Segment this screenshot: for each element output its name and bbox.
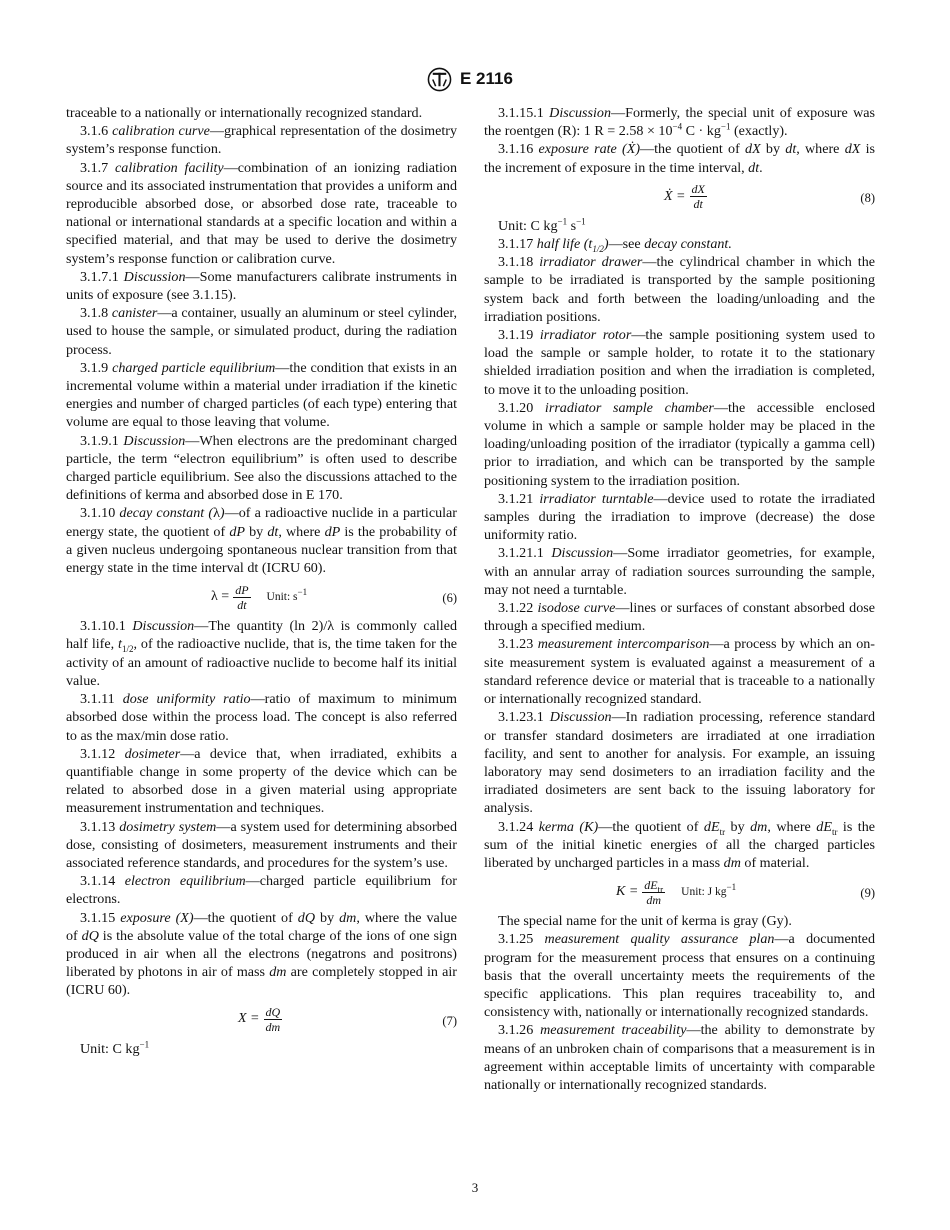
definition-3-1-9: 3.1.9 charged particle equilibrium—the condition that exists in an incremental volume within a material under irradiation if the kinetic energies and number of charged particles (of each type) entering that volume are equal to those leaving that volume. (66, 359, 457, 431)
definition-3-1-21: 3.1.21 irradiator turntable—device used to rotate the irradiated samples during the irradiation to improve (decrease) the dose uniformity ratio. (484, 490, 875, 544)
discussion-3-1-7-1: 3.1.7.1 Discussion—Some manufacturers calibrate instruments in units of exposure (see 3.1.15). (66, 268, 458, 304)
discussion-3-1-10-1: 3.1.10.1 Discussion—The quantity (ln 2)/λ is commonly called half life, $t_{1/2}$, of the radioactive nuclide, that is, the time taken for the activity of an amount of radioactive nuclide to become half its initial value. (66, 618, 458, 689)
definition-3-1-25: 3.1.25 measurement quality assurance plan—a documented program for the measurement process that ensures on a continuing basis that the overall uncertainty meets the requirements of the specific applications. This plan requires traceability to, and consistency with, nationally or internationally recognized standards. (484, 931, 875, 1021)
definition-3-1-14: 3.1.14 electron equilibrium—charged particle equilibrium for electrons. (66, 873, 458, 908)
page-number: 3 (471, 1180, 479, 1195)
unit-line: Unit: C $kg^{-1}$ (80, 1038, 150, 1057)
definition-3-1-10: 3.1.10 decay constant (λ)—of a radioactive nuclide in a particular energy state, the quotient of dP by dt, where dP is the probability of a given nucleus undergoing spontaneous nuclear transition from that energy state in the time interval dt (ICRU 60). (66, 505, 458, 577)
equation-6: λ = $\frac{dP}{dt}$ Unit: $s^{-1}$ (6) (211, 582, 457, 612)
definition-3-1-23: 3.1.23 measurement intercomparison—a process by which an on-site measurement system is evaluated against a measurement of a standard reference device or material that is traceable to a nationally or internationally recognized standard. (484, 636, 875, 708)
definition-3-1-22: 3.1.22 isodose curve—lines or surfaces of constant absorbed dose through a specified medium. (484, 600, 875, 635)
definition-3-1-16: 3.1.16 exposure rate (Ẋ)—the quotient of dX by dt, where dX is the increment of exposure in the time interval, dt. (484, 141, 875, 176)
discussion-3-1-9-1: 3.1.9.1 Discussion—When electrons are the predominant charged particle, the term “electron equilibrium” is often used to describe charged particle equilibrium. See also the discussions attached to the definitions of kerma and absorbed dose in E 170. (66, 432, 457, 504)
paragraph: The special name for the unit of kerma is gray (Gy). (498, 913, 792, 930)
definition-3-1-15: 3.1.15 exposure (X)—the quotient of dQ by dm, where the value of dQ is the absolute value of the total charge of the ions of one sign produced in air when all the electrons (negatrons and positrons) liberated by photons in air of mass dm are completely stopped in air (ICRU 60). (66, 909, 458, 999)
definition-3-1-26: 3.1.26 measurement traceability—the ability to demonstrate by means of an unbroken chain of comparisons that a measurement is in agreement within acceptable limits of uncertainty with comparable nationally or internationally recognized standards. (484, 1022, 876, 1093)
page-header (0, 67, 950, 97)
discussion-3-1-15-1: 3.1.15.1 Discussion—Formerly, the special unit of exposure was the roentgen (R): 1 $R = 2.58 \times 10^{-4}$ $C \cdot kg^{-1}$ (exactly). (484, 105, 875, 140)
astm-logo-icon (427, 67, 452, 92)
left-column (66, 104, 457, 1058)
definition-3-1-18: 3.1.18 irradiator drawer—the cylindrical chamber in which the sample to be irradiated is transported by the sample positioning system back and forth between the loading/unloading and the irradiation positions. (484, 254, 875, 325)
definition-3-1-11: 3.1.11 dose uniformity ratio—ratio of maximum to minimum absorbed dose within the process load. The concept is also referred to as the max/min dose ratio. (66, 691, 458, 744)
definition-3-1-13: 3.1.13 dosimetry system—a system used for determining absorbed dose, consisting of dosimeters, measurement instruments and their associated reference standards, and procedures for the system’s use. (66, 818, 457, 871)
definition-3-1-7: 3.1.7 calibration facility—combination of an ionizing radiation source and its associated instrumentation that provides a uniform and reproducible absorbed dose, or absorbed dose rate, traceable to national or international standards at a specific location and within a specified material, and that may be used to derive the dosimetry system’s response function or calibration curve. (66, 159, 457, 267)
definition-3-1-19: 3.1.19 irradiator rotor—the sample positioning system used to load the sample or sample holder, to rotate it to the stationary shielded irradiation position and when the irradiation is completed, to move it to the unloading position. (484, 327, 875, 398)
definition-3-1-6: 3.1.6 calibration curve—graphical representation of the dosimetry system’s response function. (66, 123, 458, 158)
discussion-3-1-21-1: 3.1.21.1 Discussion—Some irradiator geometries, for example, with an annular array of radiation sources surrounding the sample, may not need a turntable. (484, 545, 875, 598)
definition-3-1-24: 3.1.24 kerma (K)—the quotient of $dE_{tr}$ by dm, where $dE_{tr}$ is the sum of the initial kinetic energies of all the charged particles liberated by uncharged particles in a mass dm of material. (484, 818, 876, 871)
definition-3-1-20: 3.1.20 irradiator sample chamber—the accessible enclosed volume in which a sample or sample holder may be placed in the loading/unloading position of the irradiator (typically a gamma cell) prior to irradiation, and which can be transported by the sample positioning system to the irradiation position. (484, 399, 875, 489)
right-column (484, 104, 875, 1094)
definition-3-1-17: 3.1.17 half life $(t_{1/2})—see$ decay constant. (498, 236, 732, 254)
paragraph: traceable to a nationally or internationally recognized standard. (66, 105, 423, 121)
definition-3-1-8: 3.1.8 canister—a container, usually an aluminum or steel cylinder, used to house the sample, or simulated product, during the radiation process. (66, 305, 457, 358)
definition-3-1-12: 3.1.12 dosimeter—a device that, when irradiated, exhibits a quantifiable change in some property of the device which can be related to absorbed dose in a given material using appropriate measurement instrumentation and techniques. (66, 745, 457, 817)
unit-line: Unit: C $kg^{-1}$ $s^{-1}$ (498, 216, 586, 234)
equation-7: X = $\frac{dQ}{dm}$ (7) (238, 1005, 457, 1035)
equation-9: K = $\frac{dE_{tr}}{dm}$ Unit: J $kg^{-1}$ (9) (616, 877, 875, 907)
equation-8: Ẋ = $\frac{dX}{dt}$ (8) (664, 182, 875, 212)
standard-designation: E 2116 (460, 69, 513, 88)
discussion-3-1-23-1: 3.1.23.1 Discussion—In radiation processing, reference standard or transfer standard dosimeters are irradiated at one irradiation facility, and sent to another for analysis. For example, an issuing laboratory may send dosimeters to an irradiation facility and the irradiated dosimeters are sent back to the issuing laboratory for analysis. (484, 709, 875, 817)
